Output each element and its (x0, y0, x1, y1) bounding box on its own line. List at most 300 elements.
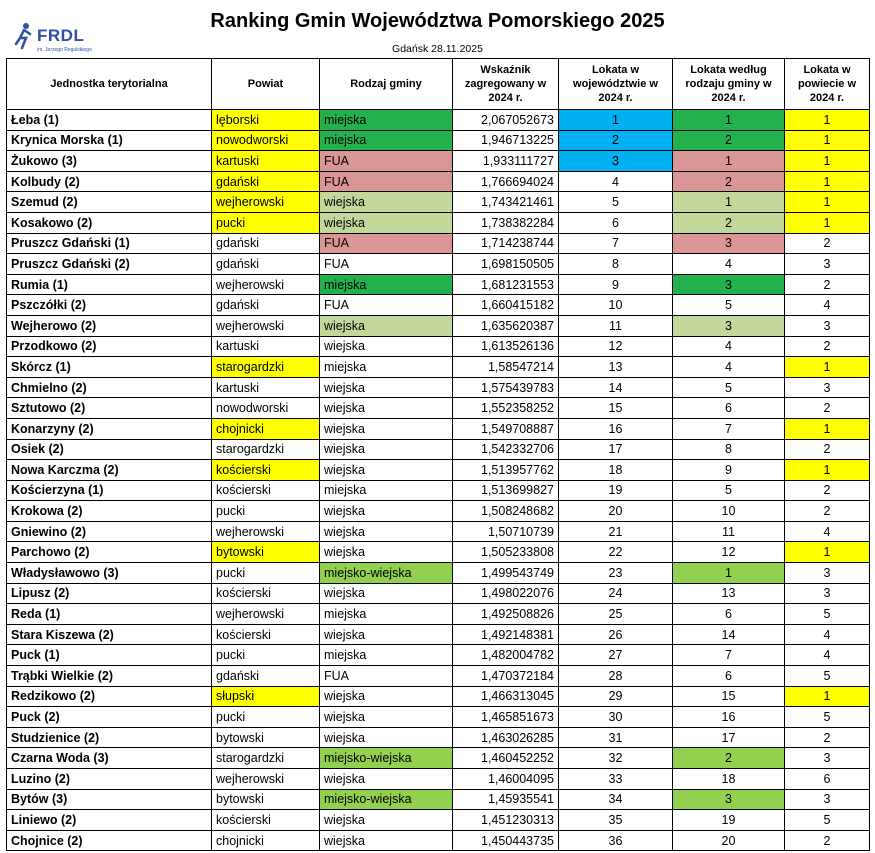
table-row (7, 151, 870, 172)
jednostka-cell: Pszczółki (2) (7, 295, 212, 316)
lokata-wojewodztwo-cell: 27 (559, 645, 673, 666)
table-row (7, 604, 870, 625)
wskaznik-cell: 1,45935541 (453, 789, 559, 810)
powiat-cell: chojnicki (212, 830, 320, 851)
wskaznik-cell: 1,714238744 (453, 233, 559, 254)
lokata-rodzaj-cell: 4 (673, 254, 785, 275)
rodzaj-cell: wiejska (320, 830, 453, 851)
lokata-wojewodztwo-cell: 15 (559, 398, 673, 419)
jednostka-cell: Chmielno (2) (7, 377, 212, 398)
lokata-powiat-cell: 4 (785, 624, 870, 645)
jednostka-cell: Władysławowo (3) (7, 563, 212, 584)
lokata-powiat-cell: 3 (785, 748, 870, 769)
powiat-cell: pucki (212, 645, 320, 666)
rodzaj-cell: FUA (320, 171, 453, 192)
powiat-cell: starogardzki (212, 748, 320, 769)
lokata-rodzaj-cell: 20 (673, 830, 785, 851)
powiat-cell: bytowski (212, 727, 320, 748)
table-row (7, 583, 870, 604)
table-row (7, 460, 870, 481)
lokata-rodzaj-cell: 1 (673, 563, 785, 584)
lokata-wojewodztwo-cell: 8 (559, 254, 673, 275)
lokata-wojewodztwo-cell: 30 (559, 707, 673, 728)
jednostka-cell: Stara Kiszewa (2) (7, 624, 212, 645)
wskaznik-cell: 1,450443735 (453, 830, 559, 851)
lokata-wojewodztwo-cell: 12 (559, 336, 673, 357)
lokata-wojewodztwo-cell: 23 (559, 563, 673, 584)
wskaznik-cell: 1,50710739 (453, 521, 559, 542)
wskaznik-cell: 1,492148381 (453, 624, 559, 645)
rodzaj-cell: miejska (320, 110, 453, 131)
lokata-powiat-cell: 2 (785, 398, 870, 419)
header-cell: Lokata w województwie w 2024 r. (559, 59, 673, 110)
powiat-cell: wejherowski (212, 315, 320, 336)
powiat-cell: nowodworski (212, 398, 320, 419)
lokata-wojewodztwo-cell: 29 (559, 686, 673, 707)
jednostka-cell: Osiek (2) (7, 439, 212, 460)
jednostka-cell: Czarna Woda (3) (7, 748, 212, 769)
lokata-wojewodztwo-cell: 2 (559, 130, 673, 151)
table-row (7, 439, 870, 460)
rodzaj-cell: wiejska (320, 810, 453, 831)
table-row (7, 274, 870, 295)
wskaznik-cell: 1,466313045 (453, 686, 559, 707)
lokata-wojewodztwo-cell: 34 (559, 789, 673, 810)
wskaznik-cell: 1,946713225 (453, 130, 559, 151)
jednostka-cell: Gniewino (2) (7, 521, 212, 542)
lokata-wojewodztwo-cell: 25 (559, 604, 673, 625)
jednostka-cell: Konarzyny (2) (7, 418, 212, 439)
rodzaj-cell: FUA (320, 666, 453, 687)
table-row (7, 542, 870, 563)
table-row (7, 521, 870, 542)
lokata-powiat-cell: 3 (785, 563, 870, 584)
table-row (7, 418, 870, 439)
logo-text: FRDL (37, 26, 85, 45)
wskaznik-cell: 2,067052673 (453, 110, 559, 131)
jednostka-cell: Pruszcz Gdański (2) (7, 254, 212, 275)
table-row (7, 110, 870, 131)
powiat-cell: bytowski (212, 542, 320, 563)
lokata-rodzaj-cell: 16 (673, 707, 785, 728)
lokata-rodzaj-cell: 19 (673, 810, 785, 831)
lokata-powiat-cell: 2 (785, 480, 870, 501)
table-header-row (7, 59, 870, 110)
rodzaj-cell: miejsko-wiejska (320, 563, 453, 584)
wskaznik-cell: 1,542332706 (453, 439, 559, 460)
lokata-powiat-cell: 5 (785, 666, 870, 687)
lokata-rodzaj-cell: 3 (673, 274, 785, 295)
rodzaj-cell: wiejska (320, 315, 453, 336)
lokata-wojewodztwo-cell: 7 (559, 233, 673, 254)
rodzaj-cell: wiejska (320, 377, 453, 398)
lokata-wojewodztwo-cell: 14 (559, 377, 673, 398)
jednostka-cell: Chojnice (2) (7, 830, 212, 851)
wskaznik-cell: 1,743421461 (453, 192, 559, 213)
wskaznik-cell: 1,575439783 (453, 377, 559, 398)
rodzaj-cell: wiejska (320, 336, 453, 357)
lokata-powiat-cell: 2 (785, 233, 870, 254)
rodzaj-cell: miejsko-wiejska (320, 789, 453, 810)
powiat-cell: chojnicki (212, 418, 320, 439)
table-row (7, 501, 870, 522)
wskaznik-cell: 1,508248682 (453, 501, 559, 522)
lokata-rodzaj-cell: 10 (673, 501, 785, 522)
table-row (7, 130, 870, 151)
lokata-powiat-cell: 1 (785, 171, 870, 192)
lokata-wojewodztwo-cell: 16 (559, 418, 673, 439)
ranking-table (6, 58, 870, 851)
header-cell: Wskaźnik zagregowany w 2024 r. (453, 59, 559, 110)
rodzaj-cell: wiejska (320, 398, 453, 419)
table-row (7, 480, 870, 501)
powiat-cell: słupski (212, 686, 320, 707)
wskaznik-cell: 1,463026285 (453, 727, 559, 748)
wskaznik-cell: 1,613526136 (453, 336, 559, 357)
lokata-rodzaj-cell: 5 (673, 295, 785, 316)
lokata-rodzaj-cell: 11 (673, 521, 785, 542)
logo-subtext: im. Jerzego Regulskiego (37, 47, 92, 53)
wskaznik-cell: 1,660415182 (453, 295, 559, 316)
wskaznik-cell: 1,499543749 (453, 563, 559, 584)
jednostka-cell: Trąbki Wielkie (2) (7, 666, 212, 687)
lokata-powiat-cell: 3 (785, 254, 870, 275)
lokata-powiat-cell: 1 (785, 192, 870, 213)
rodzaj-cell: wiejska (320, 624, 453, 645)
table-row (7, 789, 870, 810)
jednostka-cell: Pruszcz Gdański (1) (7, 233, 212, 254)
jednostka-cell: Krynica Morska (1) (7, 130, 212, 151)
lokata-powiat-cell: 3 (785, 583, 870, 604)
header-cell: Jednostka terytorialna (7, 59, 212, 110)
table-row (7, 769, 870, 790)
lokata-rodzaj-cell: 15 (673, 686, 785, 707)
rodzaj-cell: miejska (320, 480, 453, 501)
lokata-powiat-cell: 4 (785, 521, 870, 542)
page-subtitle: Gdańsk 28.11.2025 (392, 43, 483, 55)
table-row (7, 315, 870, 336)
powiat-cell: kościerski (212, 624, 320, 645)
lokata-powiat-cell: 3 (785, 315, 870, 336)
wskaznik-cell: 1,465851673 (453, 707, 559, 728)
jednostka-cell: Kościerzyna (1) (7, 480, 212, 501)
jednostka-cell: Bytów (3) (7, 789, 212, 810)
lokata-rodzaj-cell: 5 (673, 377, 785, 398)
powiat-cell: kościerski (212, 583, 320, 604)
lokata-wojewodztwo-cell: 11 (559, 315, 673, 336)
jednostka-cell: Puck (1) (7, 645, 212, 666)
rodzaj-cell: miejska (320, 274, 453, 295)
lokata-powiat-cell: 2 (785, 501, 870, 522)
lokata-rodzaj-cell: 2 (673, 171, 785, 192)
powiat-cell: lęborski (212, 110, 320, 131)
powiat-cell: pucki (212, 707, 320, 728)
lokata-powiat-cell: 1 (785, 418, 870, 439)
lokata-rodzaj-cell: 17 (673, 727, 785, 748)
wskaznik-cell: 1,552358252 (453, 398, 559, 419)
jednostka-cell: Liniewo (2) (7, 810, 212, 831)
lokata-wojewodztwo-cell: 26 (559, 624, 673, 645)
lokata-powiat-cell: 1 (785, 460, 870, 481)
wskaznik-cell: 1,738382284 (453, 212, 559, 233)
table-row (7, 171, 870, 192)
jednostka-cell: Szemud (2) (7, 192, 212, 213)
rodzaj-cell: wiejska (320, 686, 453, 707)
lokata-rodzaj-cell: 3 (673, 233, 785, 254)
wskaznik-cell: 1,498022076 (453, 583, 559, 604)
lokata-rodzaj-cell: 2 (673, 212, 785, 233)
lokata-rodzaj-cell: 6 (673, 604, 785, 625)
lokata-powiat-cell: 6 (785, 769, 870, 790)
rodzaj-cell: miejska (320, 604, 453, 625)
lokata-wojewodztwo-cell: 28 (559, 666, 673, 687)
powiat-cell: bytowski (212, 789, 320, 810)
rodzaj-cell: FUA (320, 233, 453, 254)
lokata-powiat-cell: 1 (785, 542, 870, 563)
rodzaj-cell: miejsko-wiejska (320, 748, 453, 769)
table-row (7, 295, 870, 316)
powiat-cell: starogardzki (212, 357, 320, 378)
page-title: Ranking Gmin Województwa Pomorskiego 2025 (210, 10, 665, 32)
lokata-powiat-cell: 2 (785, 727, 870, 748)
header-cell: Lokata według rodzaju gminy w 2024 r. (673, 59, 785, 110)
lokata-rodzaj-cell: 2 (673, 130, 785, 151)
jednostka-cell: Parchowo (2) (7, 542, 212, 563)
lokata-wojewodztwo-cell: 22 (559, 542, 673, 563)
lokata-rodzaj-cell: 1 (673, 151, 785, 172)
wskaznik-cell: 1,933111727 (453, 151, 559, 172)
lokata-rodzaj-cell: 5 (673, 480, 785, 501)
powiat-cell: pucki (212, 563, 320, 584)
jednostka-cell: Łeba (1) (7, 110, 212, 131)
lokata-wojewodztwo-cell: 3 (559, 151, 673, 172)
jednostka-cell: Skórcz (1) (7, 357, 212, 378)
jednostka-cell: Reda (1) (7, 604, 212, 625)
lokata-powiat-cell: 1 (785, 357, 870, 378)
jednostka-cell: Lipusz (2) (7, 583, 212, 604)
rodzaj-cell: wiejska (320, 192, 453, 213)
lokata-rodzaj-cell: 2 (673, 748, 785, 769)
lokata-wojewodztwo-cell: 21 (559, 521, 673, 542)
powiat-cell: gdański (212, 666, 320, 687)
jednostka-cell: Sztutowo (2) (7, 398, 212, 419)
powiat-cell: nowodworski (212, 130, 320, 151)
lokata-powiat-cell: 1 (785, 130, 870, 151)
rodzaj-cell: wiejska (320, 727, 453, 748)
lokata-wojewodztwo-cell: 9 (559, 274, 673, 295)
powiat-cell: pucki (212, 212, 320, 233)
wskaznik-cell: 1,635620387 (453, 315, 559, 336)
rodzaj-cell: wiejska (320, 212, 453, 233)
lokata-powiat-cell: 5 (785, 707, 870, 728)
lokata-wojewodztwo-cell: 1 (559, 110, 673, 131)
lokata-wojewodztwo-cell: 35 (559, 810, 673, 831)
wskaznik-cell: 1,451230313 (453, 810, 559, 831)
jednostka-cell: Redzikowo (2) (7, 686, 212, 707)
lokata-powiat-cell: 2 (785, 336, 870, 357)
rodzaj-cell: wiejska (320, 460, 453, 481)
table-row (7, 336, 870, 357)
lokata-rodzaj-cell: 7 (673, 418, 785, 439)
lokata-rodzaj-cell: 3 (673, 789, 785, 810)
lokata-rodzaj-cell: 3 (673, 315, 785, 336)
rodzaj-cell: wiejska (320, 418, 453, 439)
jednostka-cell: Luzino (2) (7, 769, 212, 790)
jednostka-cell: Kolbudy (2) (7, 171, 212, 192)
jednostka-cell: Krokowa (2) (7, 501, 212, 522)
jednostka-cell: Wejherowo (2) (7, 315, 212, 336)
powiat-cell: kartuski (212, 151, 320, 172)
lokata-rodzaj-cell: 8 (673, 439, 785, 460)
rodzaj-cell: miejska (320, 357, 453, 378)
lokata-rodzaj-cell: 4 (673, 357, 785, 378)
table-row (7, 707, 870, 728)
jednostka-cell: Przodkowo (2) (7, 336, 212, 357)
jednostka-cell: Puck (2) (7, 707, 212, 728)
table-row (7, 377, 870, 398)
rodzaj-cell: FUA (320, 151, 453, 172)
lokata-powiat-cell: 4 (785, 645, 870, 666)
lokata-wojewodztwo-cell: 18 (559, 460, 673, 481)
wskaznik-cell: 1,513699827 (453, 480, 559, 501)
wskaznik-cell: 1,46004095 (453, 769, 559, 790)
header-cell: Powiat (212, 59, 320, 110)
lokata-rodzaj-cell: 1 (673, 192, 785, 213)
lokata-powiat-cell: 3 (785, 789, 870, 810)
lokata-powiat-cell: 2 (785, 439, 870, 460)
wskaznik-cell: 1,58547214 (453, 357, 559, 378)
wskaznik-cell: 1,766694024 (453, 171, 559, 192)
lokata-wojewodztwo-cell: 17 (559, 439, 673, 460)
table-row (7, 830, 870, 851)
table-row (7, 563, 870, 584)
powiat-cell: gdański (212, 233, 320, 254)
table-row (7, 212, 870, 233)
jednostka-cell: Studzienice (2) (7, 727, 212, 748)
wskaznik-cell: 1,549708887 (453, 418, 559, 439)
rodzaj-cell: miejska (320, 130, 453, 151)
lokata-rodzaj-cell: 12 (673, 542, 785, 563)
powiat-cell: gdański (212, 295, 320, 316)
powiat-cell: kartuski (212, 336, 320, 357)
lokata-rodzaj-cell: 7 (673, 645, 785, 666)
table-row (7, 357, 870, 378)
lokata-wojewodztwo-cell: 32 (559, 748, 673, 769)
powiat-cell: kościerski (212, 810, 320, 831)
lokata-rodzaj-cell: 6 (673, 398, 785, 419)
wskaznik-cell: 1,505233808 (453, 542, 559, 563)
lokata-wojewodztwo-cell: 4 (559, 171, 673, 192)
jednostka-cell: Kosakowo (2) (7, 212, 212, 233)
lokata-wojewodztwo-cell: 31 (559, 727, 673, 748)
jednostka-cell: Żukowo (3) (7, 151, 212, 172)
jednostka-cell: Rumia (1) (7, 274, 212, 295)
wskaznik-cell: 1,698150505 (453, 254, 559, 275)
wskaznik-cell: 1,492508826 (453, 604, 559, 625)
rodzaj-cell: FUA (320, 295, 453, 316)
jednostka-cell: Nowa Karczma (2) (7, 460, 212, 481)
header-cell: Lokata w powiecie w 2024 r. (785, 59, 870, 110)
lokata-powiat-cell: 1 (785, 151, 870, 172)
powiat-cell: wejherowski (212, 769, 320, 790)
rodzaj-cell: wiejska (320, 439, 453, 460)
wskaznik-cell: 1,460452252 (453, 748, 559, 769)
rodzaj-cell: FUA (320, 254, 453, 275)
lokata-wojewodztwo-cell: 10 (559, 295, 673, 316)
powiat-cell: wejherowski (212, 192, 320, 213)
lokata-powiat-cell: 1 (785, 212, 870, 233)
powiat-cell: starogardzki (212, 439, 320, 460)
table-row (7, 254, 870, 275)
lokata-rodzaj-cell: 13 (673, 583, 785, 604)
table-row (7, 727, 870, 748)
table-row (7, 233, 870, 254)
lokata-powiat-cell: 2 (785, 830, 870, 851)
powiat-cell: kościerski (212, 480, 320, 501)
wskaznik-cell: 1,482004782 (453, 645, 559, 666)
table-row (7, 624, 870, 645)
rodzaj-cell: miejska (320, 645, 453, 666)
table-row (7, 666, 870, 687)
wskaznik-cell: 1,470372184 (453, 666, 559, 687)
lokata-rodzaj-cell: 6 (673, 666, 785, 687)
lokata-powiat-cell: 2 (785, 274, 870, 295)
powiat-cell: gdański (212, 171, 320, 192)
table-row (7, 686, 870, 707)
rodzaj-cell: wiejska (320, 769, 453, 790)
lokata-rodzaj-cell: 14 (673, 624, 785, 645)
rodzaj-cell: wiejska (320, 542, 453, 563)
powiat-cell: wejherowski (212, 604, 320, 625)
powiat-cell: pucki (212, 501, 320, 522)
lokata-wojewodztwo-cell: 36 (559, 830, 673, 851)
powiat-cell: wejherowski (212, 521, 320, 542)
rodzaj-cell: wiejska (320, 521, 453, 542)
powiat-cell: kartuski (212, 377, 320, 398)
rodzaj-cell: wiejska (320, 583, 453, 604)
lokata-wojewodztwo-cell: 13 (559, 357, 673, 378)
lokata-powiat-cell: 1 (785, 686, 870, 707)
powiat-cell: gdański (212, 254, 320, 275)
lokata-rodzaj-cell: 4 (673, 336, 785, 357)
lokata-rodzaj-cell: 1 (673, 110, 785, 131)
lokata-wojewodztwo-cell: 5 (559, 192, 673, 213)
rodzaj-cell: wiejska (320, 707, 453, 728)
table-row (7, 810, 870, 831)
lokata-powiat-cell: 5 (785, 604, 870, 625)
lokata-wojewodztwo-cell: 19 (559, 480, 673, 501)
lokata-wojewodztwo-cell: 24 (559, 583, 673, 604)
powiat-cell: kościerski (212, 460, 320, 481)
lokata-wojewodztwo-cell: 33 (559, 769, 673, 790)
header-cell: Rodzaj gminy (320, 59, 453, 110)
lokata-powiat-cell: 5 (785, 810, 870, 831)
table-row (7, 645, 870, 666)
wskaznik-cell: 1,681231553 (453, 274, 559, 295)
lokata-wojewodztwo-cell: 6 (559, 212, 673, 233)
rodzaj-cell: wiejska (320, 501, 453, 522)
table-row (7, 398, 870, 419)
lokata-rodzaj-cell: 9 (673, 460, 785, 481)
wskaznik-cell: 1,513957762 (453, 460, 559, 481)
lokata-powiat-cell: 3 (785, 377, 870, 398)
lokata-wojewodztwo-cell: 20 (559, 501, 673, 522)
powiat-cell: wejherowski (212, 274, 320, 295)
table-row (7, 192, 870, 213)
table-row (7, 748, 870, 769)
lokata-powiat-cell: 4 (785, 295, 870, 316)
lokata-powiat-cell: 1 (785, 110, 870, 131)
